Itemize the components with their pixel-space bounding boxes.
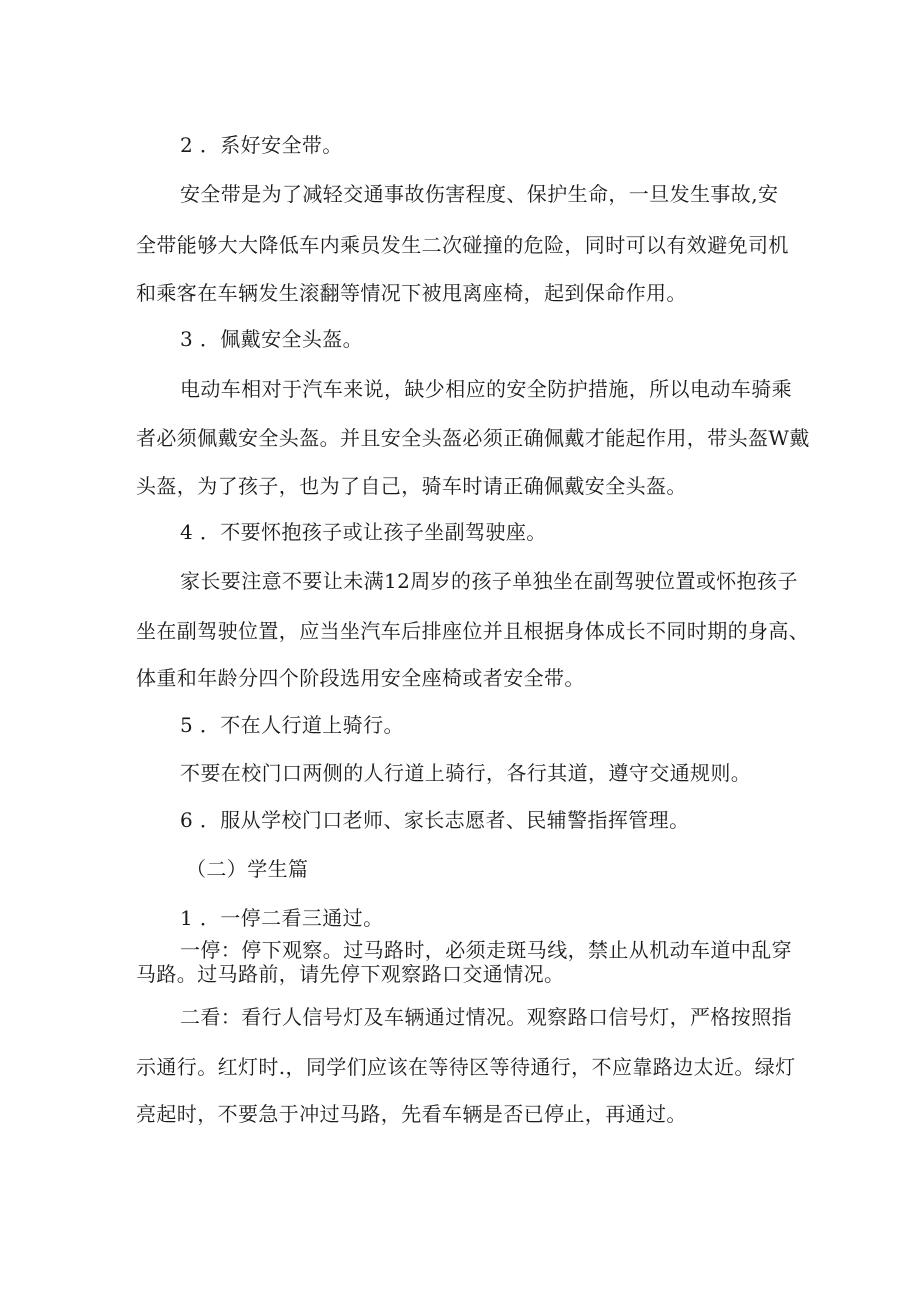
paragraph-line: 体重和年龄分四个阶段选用安全座椅或者安全带。 [136, 666, 585, 690]
paragraph-line: 头盔，为了孩子，也为了自己，骑车时请正确佩戴安全头盔。 [136, 474, 687, 498]
heading-helmet: 3 ．佩戴安全头盔。 [180, 327, 364, 351]
heading-front-seat: 4 ．不要怀抱孩子或让孩子坐副驾驶座。 [180, 520, 547, 544]
paragraph-line: 家长要注意不要让未满12周岁的孩子单独坐在副驾驶位置或怀抱孩子 [180, 569, 798, 593]
heading-sidewalk: 5 ．不在人行道上骑行。 [180, 713, 404, 737]
paragraph-line: 马路。过马路前，请先停下观察路口交通情况。 [136, 962, 565, 986]
paragraph-line: 和乘客在车辆发生滚翻等情况下被甩离座椅，起到保命作用。 [136, 281, 687, 305]
paragraph-line: 示通行。红灯时.，同学们应该在等待区等待通行，不应靠路边太近。绿灯 [136, 1055, 796, 1079]
paragraph-line: 者必须佩戴安全头盔。并且安全头盔必须正确佩戴才能起作用，带头盔W戴 [136, 426, 810, 450]
paragraph-line: 亮起时，不要急于冲过马路，先看车辆是否已停止，再通过。 [136, 1102, 687, 1126]
paragraph-line: 一停：停下观察。过马路时，必须走斑马线，禁止从机动车道中乱穿 [180, 938, 792, 962]
paragraph-line: 电动车相对于汽车来说，缺少相应的安全防护措施，所以电动车骑乘 [180, 377, 792, 401]
paragraph-line: 二看：看行人信号灯及车辆通过情况。观察路口信号灯，严格按照指 [180, 1005, 792, 1029]
heading-stop-look-cross: 1 ．一停二看三通过。 [180, 906, 384, 930]
paragraph-line: 全带能够大大降低车内乘员发生二次碰撞的危险，同时可以有效避免司机 [136, 233, 789, 257]
paragraph-line: 坐在副驾驶位置，应当坐汽车后排座位并且根据身体成长不同时期的身高、 [136, 619, 810, 643]
heading-seatbelt: 2 ．系好安全带。 [180, 133, 343, 157]
heading-obey: 6 ．服从学校门口老师、家长志愿者、民辅警指挥管理。 [180, 808, 690, 832]
paragraph-line: 安全带是为了减轻交通事故伤害程度、保护生命，一旦发生事故,安 [180, 182, 779, 206]
paragraph-line: 不要在校门口两侧的人行道上骑行，各行其道，遵守交通规则。 [180, 761, 752, 785]
section-heading-students: （二）学生篇 [186, 857, 309, 881]
